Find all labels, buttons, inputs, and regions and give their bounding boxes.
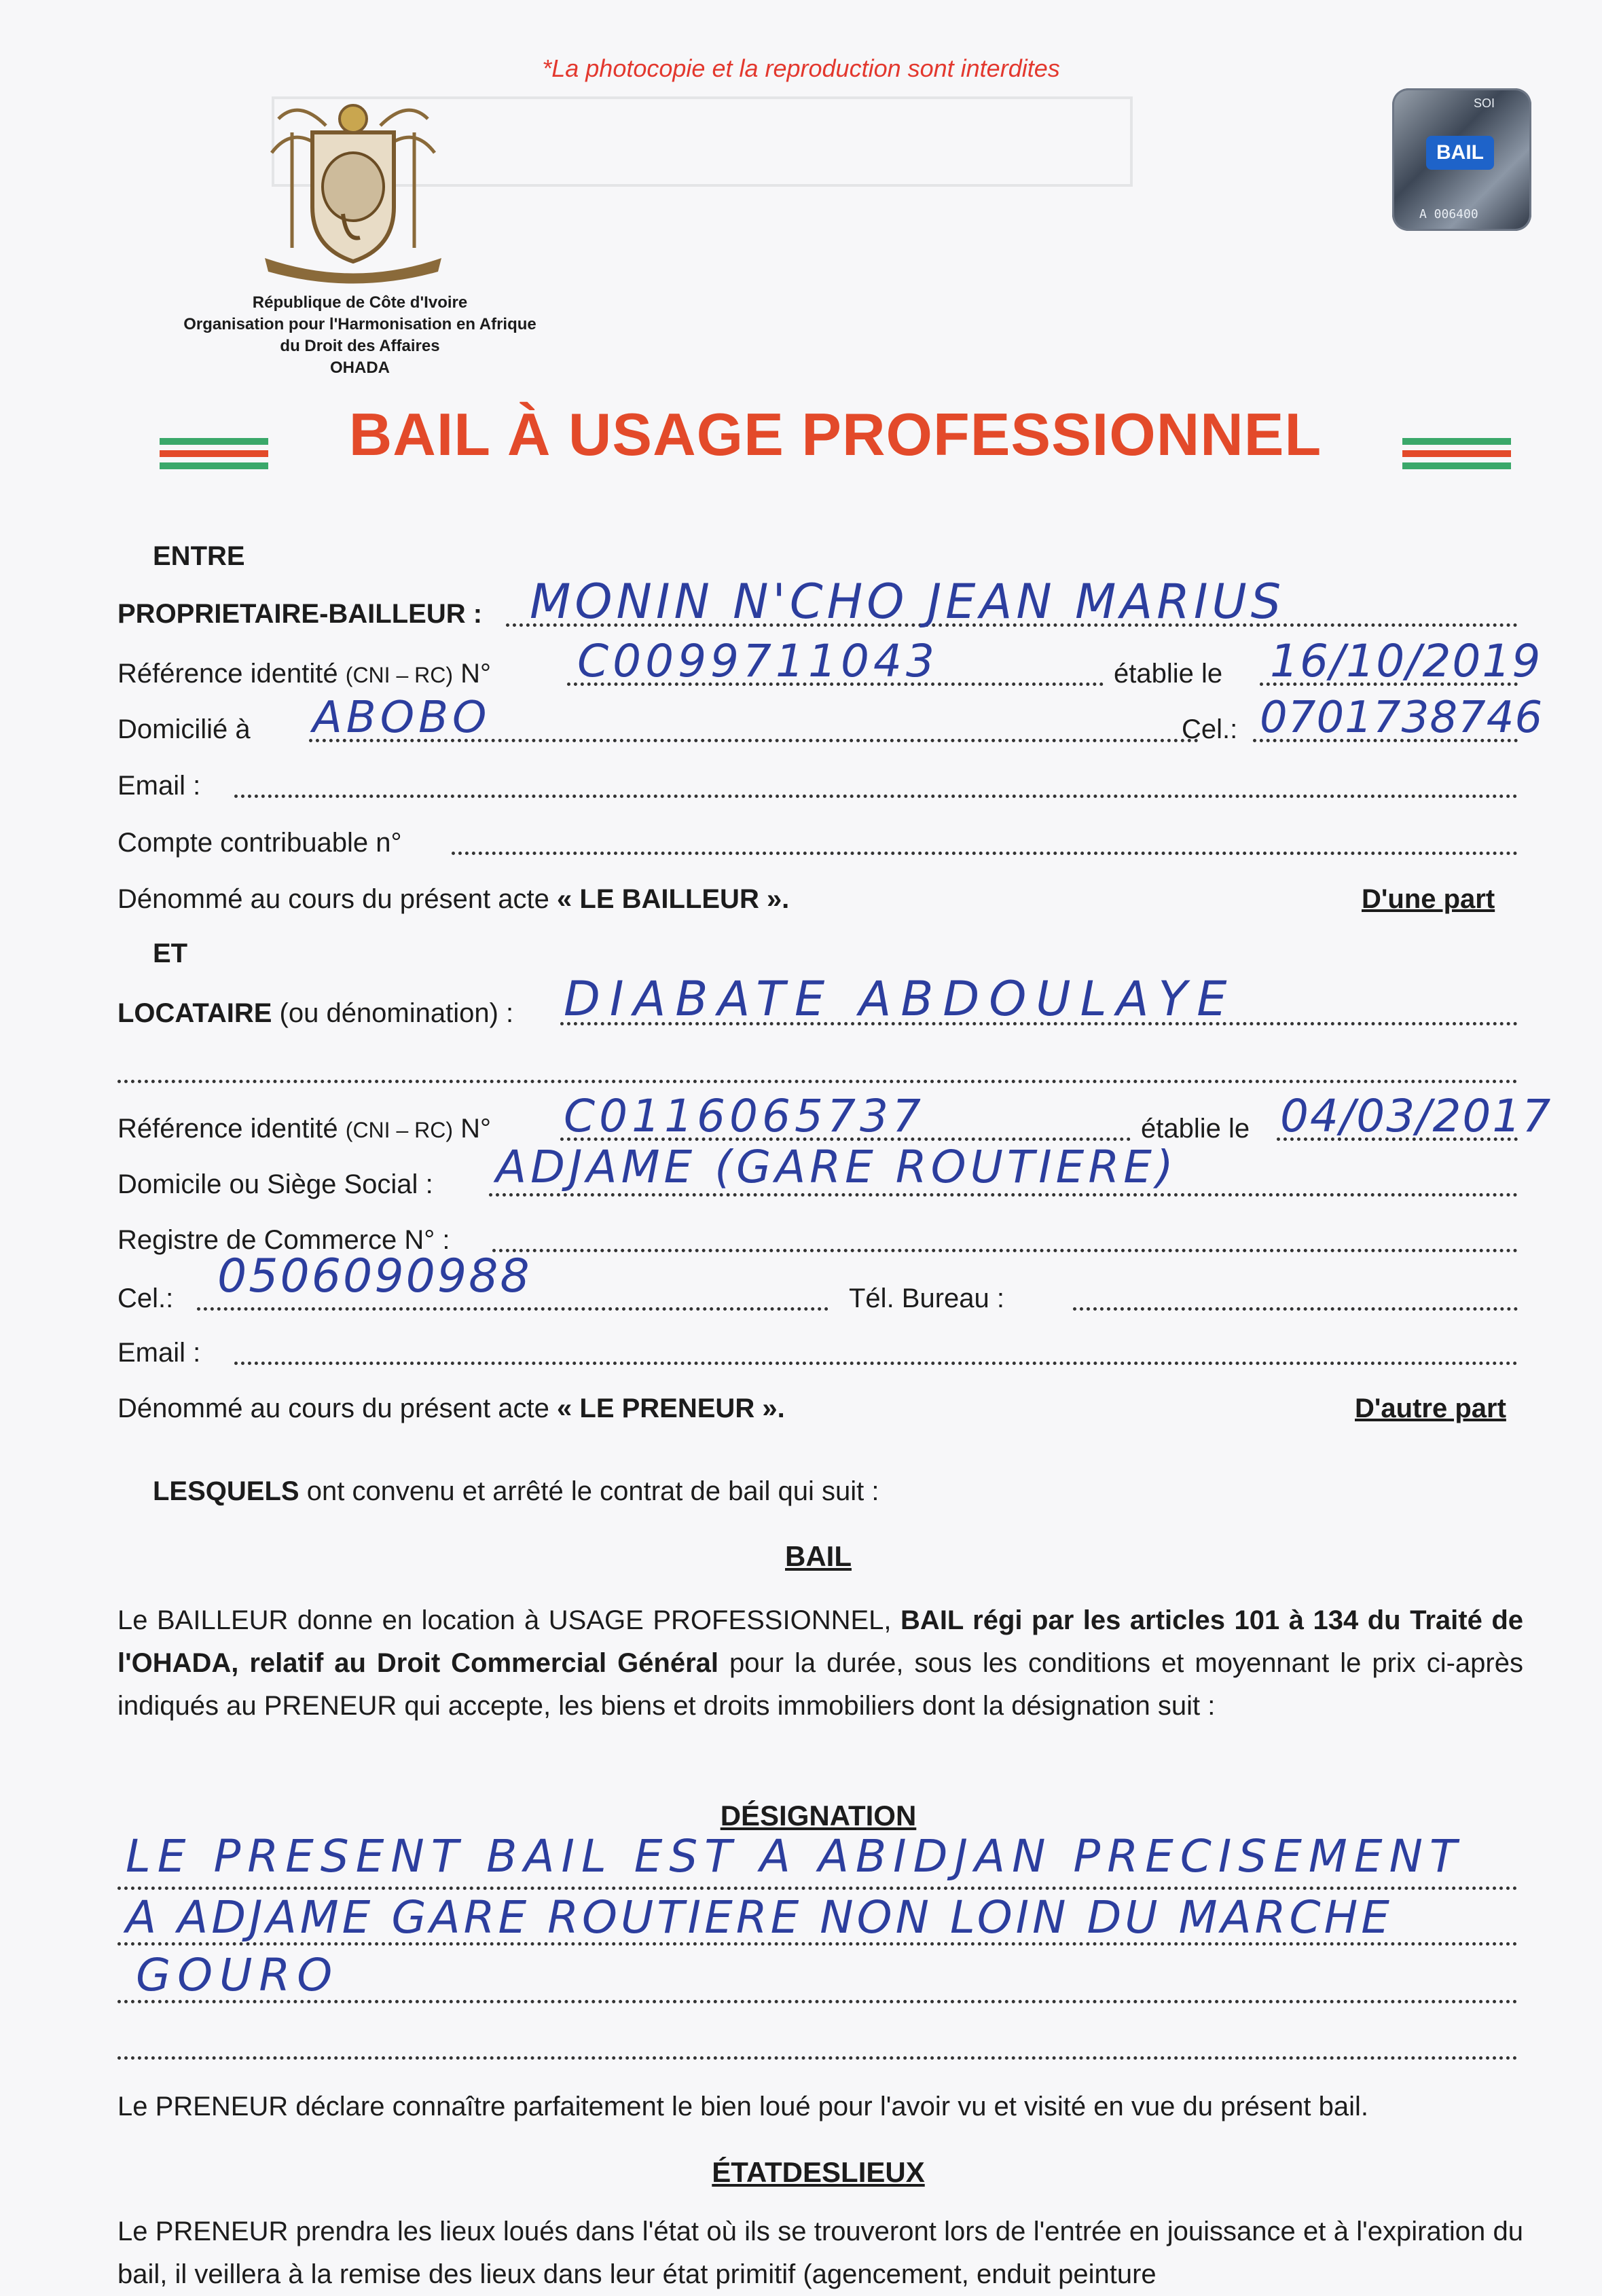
designation-heading: DÉSIGNATION [720,1800,917,1832]
designation-value-2: A ADJAME GARE ROUTIERE NON LOIN DU MARCHE [126,1891,1393,1944]
bailleur-ref-label: Référence identité (CNI – RC) N° [117,659,492,689]
locataire-email-line[interactable] [234,1362,1518,1365]
bailleur-cel-label: Cel.: [1182,714,1238,744]
locataire-email-label: Email : [117,1338,201,1368]
compte-contribuable-label: Compte contribuable n° [117,828,402,858]
document-title: BAIL À USAGE PROFESSIONNEL [348,401,1322,468]
country-name: République de Côte d'Ivoire [252,293,468,312]
locataire-tel-line[interactable] [1073,1307,1518,1311]
copy-prohibited-notice: *La photocopie et la reproduction sont interdites [542,54,1060,82]
stamp-top-text: SOI [1474,96,1495,110]
designation-value-3: GOURO [136,1949,340,2001]
stamp-serial: A 006400 [1419,207,1478,221]
bailleur-email-label: Email : [117,771,201,801]
issuer-block [170,292,550,379]
preneur-declaration: Le PRENEUR déclare connaître parfaitement le bien loué pour l'avoir vu et visité en vue du présent bail. [117,2092,1368,2121]
preneur-denomme: Dénommé au cours du présent acte « LE PRENEUR ». [117,1393,785,1423]
locataire-etablie-label: établie le [1141,1114,1250,1144]
locataire-domicile-line[interactable] [489,1193,1518,1197]
entre-label: ENTRE [153,541,245,571]
etat-des-lieux-heading: ÉTATDESLIEUX [712,2156,925,2188]
locataire-cel-line[interactable] [197,1307,829,1311]
bail-paragraph: Le BAILLEUR donne en location à USAGE PROFESSIONNEL, BAIL régi par les articles 101 à 134 du Traité de l'OHADA, relatif au Droit Commercial Général pour la durée, sous les conditions et moyennant le prix ci-après indiqués au PRENEUR qui accepte, les biens et droits immobiliers dont la désignation suit : [117,1605,1523,1721]
organisation-name-cont: du Droit des Affaires [280,337,440,355]
bailleur-domicile-label: Domicilié à [117,714,251,744]
etat-des-lieux-text: Le PRENEUR prendra les lieux loués dans l'état où ils se trouveront lors de l'entrée en jouissance et à l'expiration du bail, il veillera à la remise des lieux dans leur état primitif (agencement, enduit peinture [117,2217,1523,2289]
organisation-acronym: OHADA [330,359,390,377]
organisation-name: Organisation pour l'Harmonisation en Afrique [183,315,536,333]
document-title-row [160,397,1511,479]
registre-commerce-line[interactable] [492,1249,1518,1252]
locataire-tel-label: Tél. Bureau : [849,1283,1005,1313]
locataire-cel-label: Cel.: [117,1283,174,1313]
designation-value-1: LE PRESENT BAIL EST A ABIDJAN PRECISEMENT [126,1830,1464,1882]
bailleur-email-line[interactable] [234,795,1518,798]
bailleur-label: PROPRIETAIRE-BAILLEUR : [117,599,483,629]
locataire-ref-label: Référence identité (CNI – RC) N° [117,1114,492,1144]
designation-line-1[interactable] [117,1887,1518,1890]
locataire-domicile-value: ADJAME (GARE ROUTIERE) [496,1141,1178,1193]
bailleur-part: D'une part [1362,884,1495,914]
et-label: ET [153,939,188,968]
bailleur-cel-value: 0701738746 [1260,693,1544,743]
bailleur-etablie-label: établie le [1114,659,1223,689]
compte-contribuable-line[interactable] [452,852,1518,855]
registre-commerce-label: Registre de Commerce N° : [117,1225,450,1255]
preneur-part: D'autre part [1355,1393,1506,1423]
locataire-domicile-label: Domicile ou Siège Social : [117,1169,433,1199]
locataire-cel-value: 0506090988 [217,1250,532,1303]
locataire-label: LOCATAIRE (ou dénomination) : [117,998,514,1028]
designation-line-4[interactable] [117,2056,1518,2060]
bailleur-name-value: MONIN N'CHO JEAN MARIUS [530,574,1286,630]
locataire-ref-value: C0116065737 [564,1090,925,1142]
bail-stamp [1392,88,1531,231]
locataire-name-value: DIABATE ABDOULAYE [564,971,1237,1027]
bailleur-ref-value: C0099711043 [577,635,939,687]
bailleur-etablie-value: 16/10/2019 [1270,635,1542,687]
bailleur-domicile-value: ABOBO [312,693,491,743]
stamp-label: BAIL [1426,136,1494,170]
bailleur-denomme: Dénommé au cours du présent acte « LE BAILLEUR ». [117,884,790,914]
lesquels-statement: LESQUELS ont convenu et arrêté le contrat de bail qui suit : [153,1476,879,1506]
locataire-name-line-2[interactable] [117,1080,1518,1083]
coat-of-arms-icon [251,92,455,289]
locataire-etablie-value: 04/03/2017 [1280,1090,1552,1142]
bail-heading: BAIL [785,1540,852,1572]
